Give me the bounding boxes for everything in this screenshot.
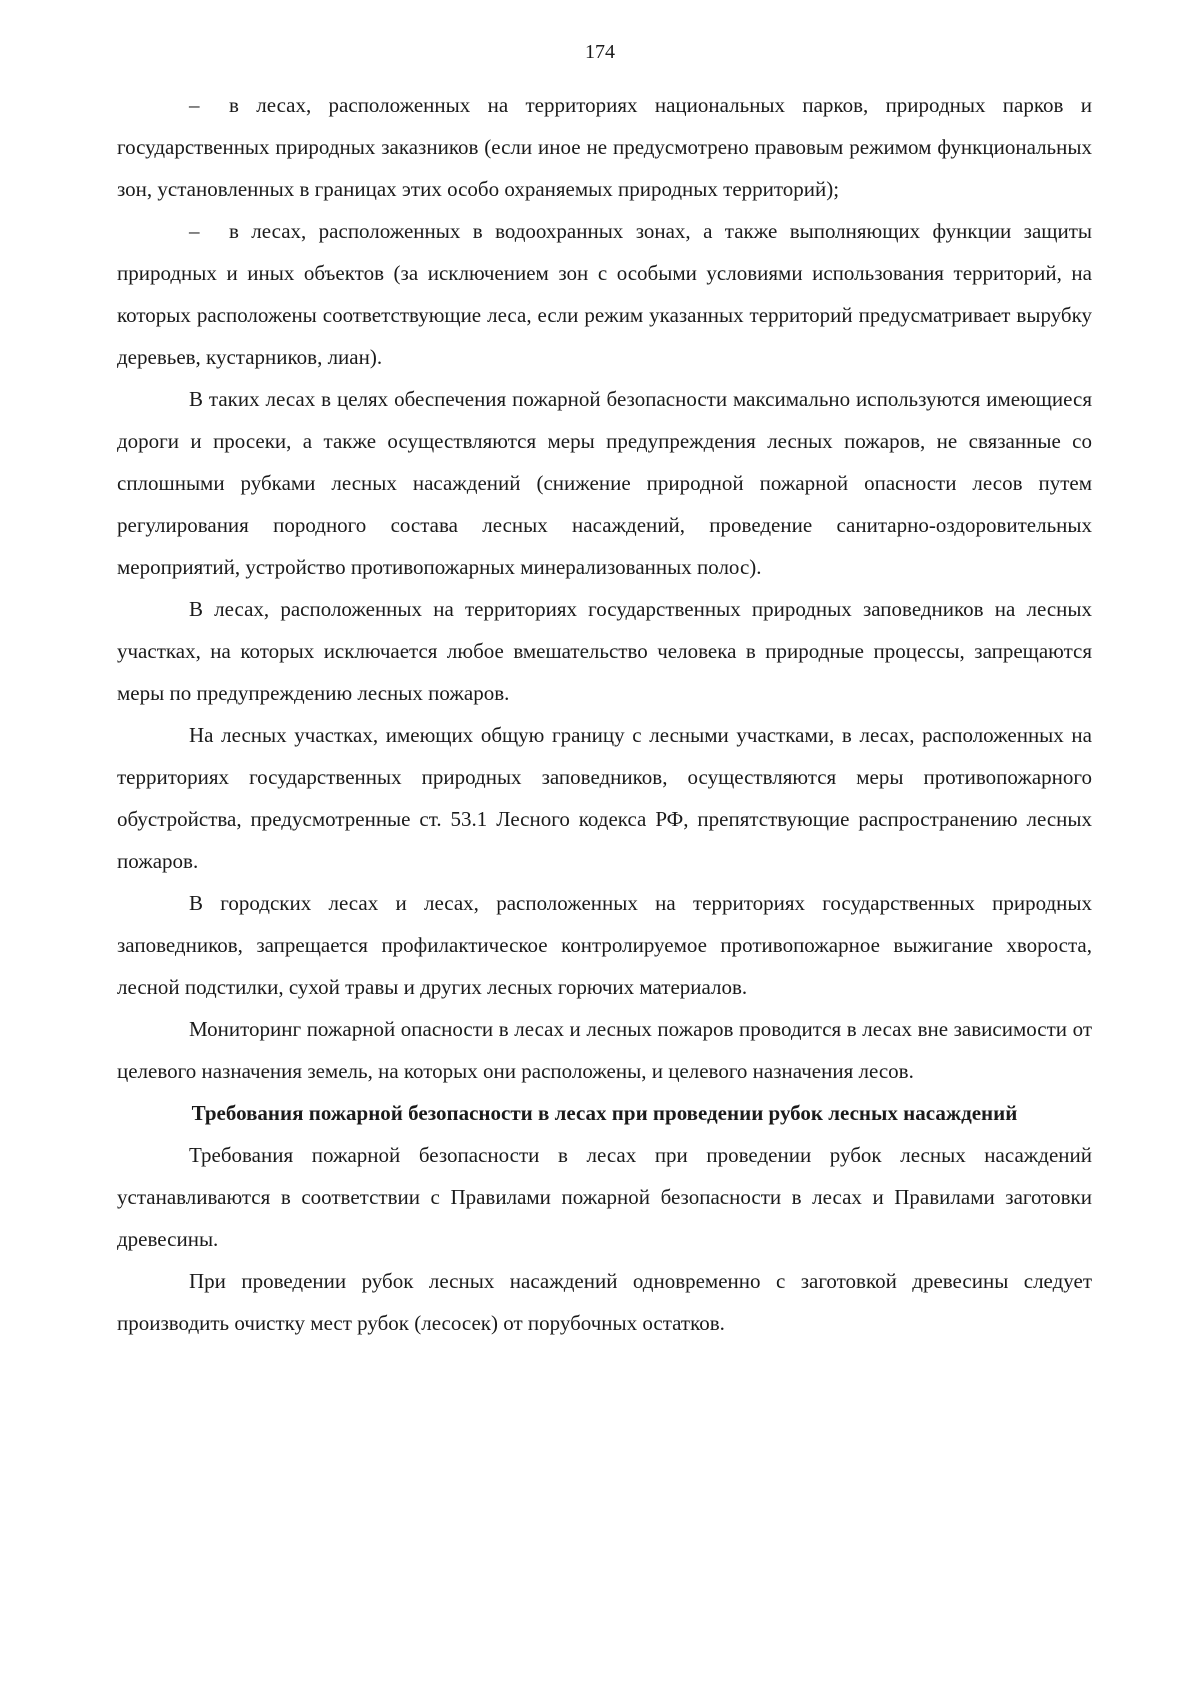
paragraph: При проведении рубок лесных насаждений одновременно с заготовкой древесины следует производить очистку мест рубок (лесосек) от порубочных остатков. xyxy=(117,1269,1092,1335)
paragraph: Требования пожарной безопасности в лесах при проведении рубок лесных насаждений устанавливаются в соответствии с Правилами пожарной безопасности в лесах и Правилами заготовки древесины. xyxy=(117,1143,1092,1251)
paragraph: В городских лесах и лесах, расположенных на территориях государственных природных заповедников, запрещается профилактическое контролируемое противопожарное выжигание хвороста, лесной подстилки, сухой травы и других лесных горючих материалов. xyxy=(117,891,1092,999)
section-heading: Требования пожарной безопасности в лесах при проведении рубок лесных насаждений xyxy=(191,1101,1018,1125)
bullet-item xyxy=(117,84,1092,210)
bullet-dash: – xyxy=(189,219,200,243)
bullet-item xyxy=(117,210,1092,378)
bullet-text: в лесах, расположенных в водоохранных зонах, а также выполняющих функции защиты природных и иных объектов (за исключением зон с особыми условиями использования территорий, на которых расположены соответствующие леса, если режим указанных территорий предусматривает вырубку деревьев, кустарников, лиан). xyxy=(117,219,1092,369)
bullet-dash: – xyxy=(189,93,200,117)
page-number: 174 xyxy=(585,41,615,63)
paragraph: В таких лесах в целях обеспечения пожарной безопасности максимально используются имеющиеся дороги и просеки, а также осуществляются меры предупреждения лесных пожаров, не связанные со сплошными рубками лесных насаждений (снижение природной пожарной опасности лесов путем регулирования породного состава лесных насаждений, проведение санитарно-оздоровительных мероприятий, устройство противопожарных минерализованных полос). xyxy=(117,387,1092,579)
paragraph: На лесных участках, имеющих общую границу с лесными участками, в лесах, расположенных на территориях государственных природных заповедников, осуществляются меры противопожарного обустройства, предусмотренные ст. 53.1 Лесного кодекса РФ, препятствующие распространению лесных пожаров. xyxy=(117,723,1092,873)
document-body xyxy=(117,84,1092,1344)
paragraph: Мониторинг пожарной опасности в лесах и лесных пожаров проводится в лесах вне зависимости от целевого назначения земель, на которых они расположены, и целевого назначения лесов. xyxy=(117,1017,1092,1083)
bullet-text: в лесах, расположенных на территориях национальных парков, природных парков и государственных природных заказников (если иное не предусмотрено правовым режимом функциональных зон, установленных в границах этих особо охраняемых природных территорий); xyxy=(117,93,1092,201)
paragraph: В лесах, расположенных на территориях государственных природных заповедников на лесных участках, на которых исключается любое вмешательство человека в природные процессы, запрещаются меры по предупреждению лесных пожаров. xyxy=(117,597,1092,705)
